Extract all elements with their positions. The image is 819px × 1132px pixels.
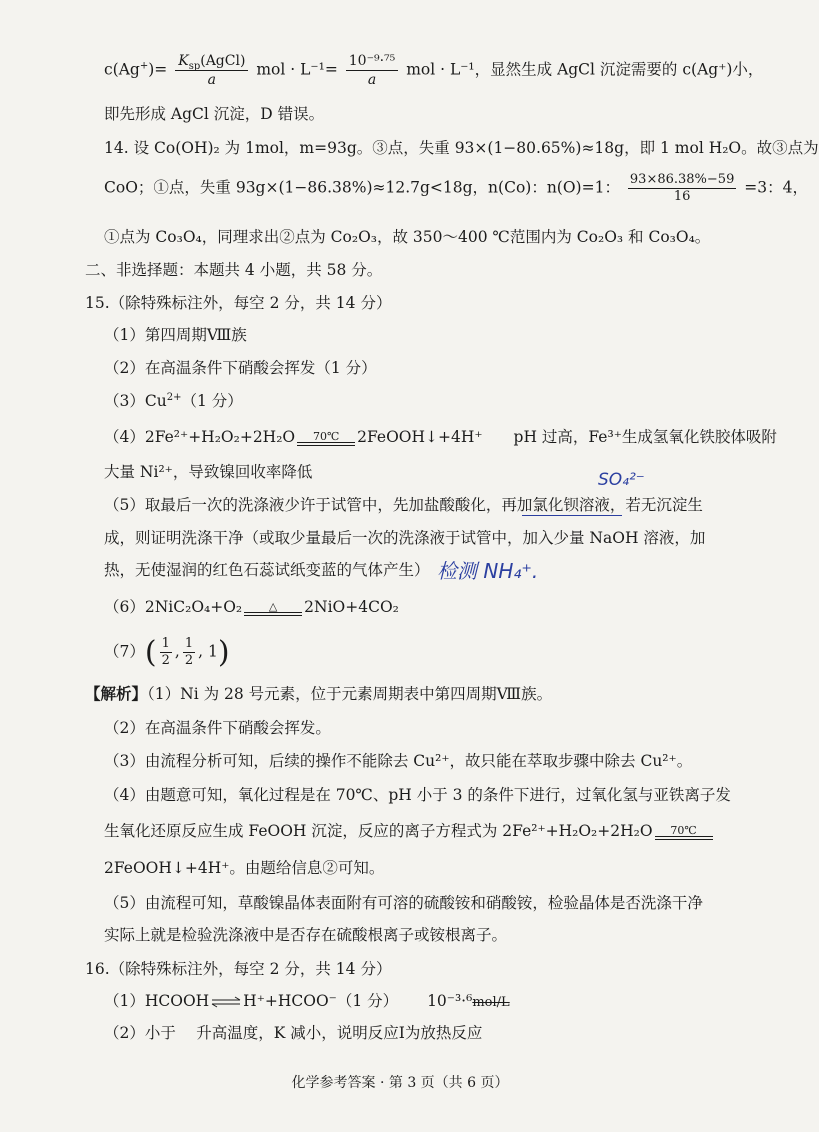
f2-den: 2	[184, 653, 194, 668]
section-heading: 二、非选择题：本题共 4 小题，共 58 分。	[85, 261, 383, 279]
analysis-4: （4）由题意可知，氧化过程是在 70℃、pH 小于 3 的条件下进行，过氧化氢与亚铁离子发	[104, 786, 731, 804]
analysis-4-cont2: 2FeOOH↓+4H⁺。由题给信息②可知。	[104, 859, 385, 877]
line-4	[104, 172, 808, 205]
l16-cond: △	[268, 599, 278, 613]
analysis-3: （3）由流程分析可知，后续的操作不能除去 Cu²⁺，故只能在萃取步骤中除去 Cu²⁺。	[104, 752, 693, 770]
line-2: 即先形成 AgCl 沉淀，D 错误。	[104, 105, 325, 123]
f1-num: 1	[161, 636, 170, 651]
l1-pre: c(Ag	[104, 60, 140, 79]
l10-post: （1 分）	[181, 392, 243, 410]
l17-pre: （7）	[104, 642, 145, 661]
q15-heading: 15.（除特殊标注外，每空 2 分，共 14 分）	[85, 294, 392, 312]
reaction-condition-arrow-2	[655, 825, 713, 840]
q15-7: （7）( $\frac{1}{2}$ , $\frac{1}{2}$ , 1)	[104, 634, 230, 670]
analysis-5: （5）由流程可知，草酸镍晶体表面附有可溶的硫酸铵和硝酸铵，检验晶体是否洗涤干净	[104, 894, 703, 912]
l4-post: =3：4，	[744, 178, 809, 197]
ksp-rest: (AgCl)	[200, 53, 246, 69]
l16-post: 2NiO+4CO₂	[304, 598, 399, 616]
l27-val: 10⁻³·⁶	[427, 992, 473, 1010]
co-o-den: 16	[673, 189, 691, 204]
l10-pre: （3）Cu	[104, 392, 167, 410]
l11-cond: 70℃	[312, 429, 340, 443]
line-5: ①点为 Co₃O₄，同理求出②点为 Co₂O₃，故 350～400 ℃范围内为 Co₂O₃ 和 Co₃O₄。	[104, 228, 711, 246]
analysis-1-text: （1）Ni 为 28 号元素，位于元素周期表中第四周期Ⅷ族。	[147, 685, 553, 703]
analysis-1	[85, 683, 552, 705]
co-o-fraction	[628, 172, 736, 205]
reaction-condition-arrow	[297, 431, 355, 446]
power-num: 10⁻⁹·⁷⁵	[346, 52, 399, 71]
q16-heading: 16.（除特殊标注外，每空 2 分，共 14 分）	[85, 960, 392, 978]
coord-frac-1	[160, 636, 172, 669]
q16-2: （2）小于 升高温度，K 减小，说明反应Ⅰ为放热反应	[104, 1024, 483, 1042]
coord-frac-2	[183, 636, 195, 669]
q15-5: （5）取最后一次的洗涤液少许于试管中，先加盐酸酸化，再加氯化钡溶液，若无沉淀生	[104, 496, 703, 514]
handwritten-underline	[522, 515, 622, 516]
l22-pre: 生氧化还原反应生成 FeOOH 沉淀，反应的离子方程式为 2Fe²⁺+H₂O₂+2H₂O	[104, 822, 653, 840]
analysis-4-cont	[104, 820, 715, 842]
q15-4	[104, 426, 777, 448]
l11-post: 2FeOOH↓+4H⁺ pH 过高，Fe³⁺生成氢氧化铁胶体吸附	[357, 428, 777, 446]
l11-pre: （4）2Fe²⁺+H₂O₂+2H₂O	[104, 428, 296, 446]
analysis-5-cont: 实际上就是检验洗涤液中是否存在硫酸根离子或铵根离子。	[104, 926, 508, 944]
l1-unit1: m⁠ol · L⁻¹=	[256, 60, 338, 79]
page-footer: 化学参考答案 · 第 3 页（共 6 页）	[291, 1075, 509, 1091]
heat-condition-arrow	[244, 601, 302, 616]
q15-1: （1）第四周期Ⅷ族	[104, 326, 247, 344]
l27-pre: （1）HCOOH	[104, 992, 210, 1010]
ksp-k: K	[178, 53, 189, 69]
handwritten-nh4: 检测 NH₄⁺.	[437, 559, 539, 583]
power-fraction	[346, 52, 399, 89]
l1-eq: )=	[148, 60, 168, 79]
analysis-2: （2）在高温条件下硝酸会挥发。	[104, 719, 331, 737]
q15-5-cont2: 热，无使湿润的红色石蕊试纸变蓝的气体产生）	[104, 561, 430, 579]
f2-num: 1	[184, 636, 194, 651]
q15-3	[104, 390, 243, 412]
handwritten-so4: SO₄²⁻	[598, 470, 645, 490]
coord-last: 1	[207, 642, 218, 661]
ksp-sub: sp	[188, 60, 201, 72]
l27-mid: H⁺+HCOO⁻（1 分）	[243, 992, 399, 1010]
power-den: a	[367, 72, 377, 88]
line-3: 14. 设 Co(OH)₂ 为 1mol，m=93g。③点，失重 93×(1−80.65%)≈18g，即 1 mol H₂O。故③点为	[104, 139, 819, 157]
left-paren: (	[144, 634, 157, 670]
l1-rest: mol · L⁻¹，显然生成 AgCl 沉淀需要的 c(Ag⁺)小，	[406, 60, 764, 79]
f1-den: 2	[161, 653, 170, 668]
l27-unit-struck: mol/L	[472, 995, 510, 1010]
l4-pre: CoO；①点，失重 93g×(1−86.38%)≈12.7g<18g，n(Co)：n(O)=1：	[104, 178, 620, 197]
line-1	[104, 52, 763, 89]
ksp-den: a	[207, 72, 216, 88]
right-paren: )	[217, 634, 230, 670]
equilibrium-arrow-icon	[211, 996, 241, 1008]
co-o-num: 93×86.38%−59	[629, 172, 735, 187]
l22-cond: 70℃	[670, 823, 697, 837]
q15-5-cont1: 成，则证明洗涤干净（或取少量最后一次的洗涤液于试管中，加入少量 NaOH 溶液，加	[104, 529, 706, 547]
ksp-fraction	[175, 52, 248, 89]
q15-4-cont: 大量 Ni²⁺，导致镍回收率降低	[104, 463, 313, 481]
analysis-heading: 【解析】	[85, 684, 148, 703]
l10-sup: 2+	[166, 391, 182, 403]
q16-1	[104, 990, 510, 1014]
q15-6	[104, 596, 399, 618]
l16-pre: （6）2NiC₂O₄+O₂	[104, 598, 243, 616]
l1-sup: +	[139, 60, 149, 72]
q15-2: （2）在高温条件下硝酸会挥发（1 分）	[104, 359, 377, 377]
